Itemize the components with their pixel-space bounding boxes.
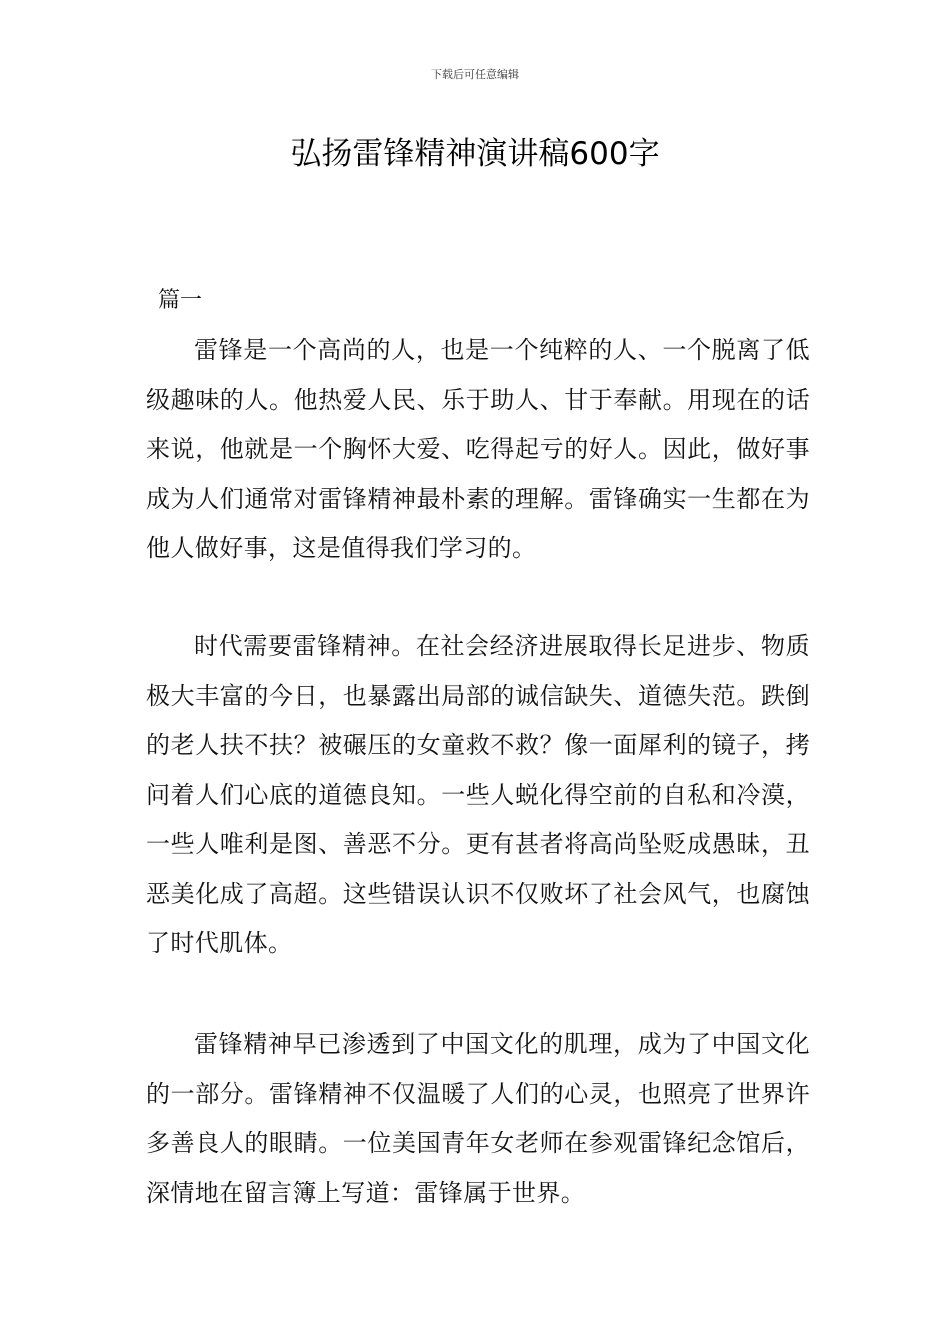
header-note: 下载后可任意编辑: [431, 68, 519, 81]
paragraph-3: 雷锋精神早已渗透到了中国文化的肌理，成为了中国文化的一部分。雷锋精神不仅温暖了人们的心灵，也照亮了世界许多善良人的眼睛。一位美国青年女老师在参观雷锋纪念馆后，深情地在留言簿上写道：雷锋属于世界。: [146, 1030, 810, 1207]
document-title: 弘扬雷锋精神演讲稿600字: [290, 136, 660, 172]
paragraph-2: 时代需要雷锋精神。在社会经济进展取得长足进步、物质极大丰富的今日，也暴露出局部的诚信缺失、道德失范。跌倒的老人扶不扶？被碾压的女童救不救？像一面犀利的镜子，拷问着人们心底的道德良知。一些人蜕化得空前的自私和冷漠，一些人唯利是图、善恶不分。更有甚者将高尚坠贬成愚昧，丑恶美化成了高超。这些错误认识不仅败坏了社会风气，也腐蚀了时代肌体。: [146, 632, 810, 957]
section-label: 篇一: [158, 288, 203, 313]
paragraph-1: 雷锋是一个高尚的人，也是一个纯粹的人、一个脱离了低级趣味的人。他热爱人民、乐于助人、甘于奉献。用现在的话来说，他就是一个胸怀大爱、吃得起亏的好人。因此，做好事成为人们通常对雷锋精神最朴素的理解。雷锋确实一生都在为他人做好事，这是值得我们学习的。: [146, 336, 810, 562]
